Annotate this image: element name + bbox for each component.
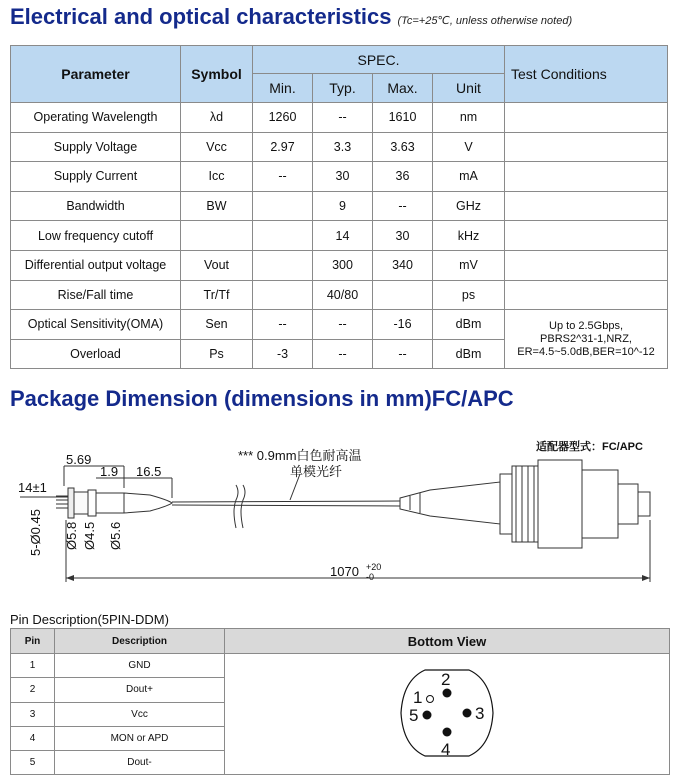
table-row [11,250,668,280]
pin-3-label: 3 [475,703,485,723]
cell-parameter: Differential output voltage [11,250,181,280]
cell-parameter: Supply Current [11,162,181,192]
condition-line: PBRS2^31-1,NRZ, [540,332,632,345]
pin-1-label: 1 [413,687,423,707]
pin-2-label: 2 [441,669,451,689]
dim-14: 14±1 [18,480,47,495]
table-row [11,191,668,221]
fiber-note-line-2: 单模光纤 [290,464,343,479]
cell-min: 1260 [253,103,313,133]
cell-parameter: Operating Wavelength [11,103,181,133]
cell-symbol: Vcc [181,132,253,162]
cell-unit: V [433,132,505,162]
pin-description-label: Pin Description [10,612,98,627]
cell-unit: nm [433,103,505,133]
cell-min: -- [253,162,313,192]
pin-3-marker [463,708,472,717]
cell-max: 1610 [373,103,433,133]
cell-max: -16 [373,310,433,340]
cell-pin: 4 [11,726,55,750]
cell-parameter: Supply Voltage [11,132,181,162]
cell-unit: GHz [433,191,505,221]
cell-min [253,221,313,251]
pin-table [10,628,670,775]
dim-tolerance-minus: -0 [366,572,375,582]
cell-conditions [505,103,668,133]
cell-conditions-merged [505,310,668,369]
header-bottom-view: Bottom View [225,629,670,654]
header-max: Max. [373,74,433,103]
cell-symbol: λd [181,103,253,133]
cell-max: 30 [373,221,433,251]
cell-typ: 40/80 [313,280,373,310]
cell-min: 2.97 [253,132,313,162]
table-row [11,103,668,133]
cell-unit: kHz [433,221,505,251]
pin-5-marker [423,710,432,719]
cell-symbol: Icc [181,162,253,192]
table-row [11,221,668,251]
cell-max [373,280,433,310]
cell-parameter: Rise/Fall time [11,280,181,310]
header-test-conditions: Test Conditions [505,46,668,103]
cell-typ: -- [313,339,373,369]
cell-min [253,280,313,310]
dim-d4-5: Ø4.5 [82,521,97,550]
dim-5-69: 5.69 [66,452,92,467]
cell-typ: 9 [313,191,373,221]
cell-min [253,250,313,280]
cell-min [253,191,313,221]
dim-pins-diameter: 5-Ø0.45 [28,509,43,556]
header-spec: SPEC. [253,46,505,74]
header-parameter: Parameter [11,46,181,103]
cell-symbol [181,221,253,251]
fiber-note-line-1: *** 0.9mm白色耐高温 [238,448,362,463]
cell-symbol: Ps [181,339,253,369]
header-symbol: Symbol [181,46,253,103]
package-dimension-drawing [0,430,678,610]
connector-type-label: 适配器型式：FC/APC [536,441,643,453]
spec-table [10,45,668,369]
cell-pin: 3 [11,702,55,726]
cell-unit: dBm [433,339,505,369]
section-title-note: (Tc=+25℃, unless otherwise noted) [397,15,573,27]
cell-description: Dout+ [55,678,225,702]
cell-parameter: Bandwidth [11,191,181,221]
table-row [11,310,668,340]
dim-tolerance-plus: +20 [366,562,382,572]
header-unit: Unit [433,74,505,103]
cell-typ: 3.3 [313,132,373,162]
cell-typ: 30 [313,162,373,192]
cell-max: 3.63 [373,132,433,162]
pin-5-label: 5 [409,705,419,725]
cell-typ: -- [313,103,373,133]
table-row [11,162,668,192]
section-title-package: Package Dimension (dimensions in mm)FC/APC [10,386,514,411]
cell-max: 340 [373,250,433,280]
cell-description: MON or APD [55,726,225,750]
cell-symbol: Vout [181,250,253,280]
cell-unit: mV [433,250,505,280]
cell-typ: -- [313,310,373,340]
cell-conditions [505,162,668,192]
cell-pin: 2 [11,678,55,702]
cell-unit: mA [433,162,505,192]
bottom-view-cell [225,654,670,775]
cell-typ: 300 [313,250,373,280]
cell-conditions [505,250,668,280]
cell-conditions [505,221,668,251]
dim-16-5: 16.5 [136,464,162,479]
cell-typ: 14 [313,221,373,251]
header-description: Description [55,629,225,654]
cell-conditions [505,132,668,162]
pin-description-title [10,612,169,627]
header-min: Min. [253,74,313,103]
condition-line: Up to 2.5Gbps, [549,319,624,332]
cell-description: GND [55,654,225,678]
cell-conditions [505,280,668,310]
cell-description: Vcc [55,702,225,726]
table-row [11,654,670,678]
cell-max: -- [373,191,433,221]
section-title-text: Electrical and optical characteristics [10,4,392,29]
dim-1-9: 1.9 [100,464,119,479]
pin-2-marker [443,688,452,697]
header-typ: Typ. [313,74,373,103]
cell-symbol: BW [181,191,253,221]
cell-parameter: Overload [11,339,181,369]
condition-line: ER=4.5~5.0dB,BER=10^-12 [517,345,655,358]
dim-d5-6: Ø5.6 [108,521,123,550]
bottom-view-diagram [387,658,507,768]
cell-max: -- [373,339,433,369]
dim-length: 1070 [330,564,359,579]
cell-min: -- [253,310,313,340]
cell-pin: 1 [11,654,55,678]
pin-description-subtitle: (5PIN-DDM) [97,612,169,627]
section-title-electrical [10,4,572,30]
table-row [11,132,668,162]
pin-1-marker [427,695,434,702]
cell-parameter: Optical Sensitivity(OMA) [11,310,181,340]
pin-4-label: 4 [441,739,451,759]
table-row [11,280,668,310]
cell-conditions [505,191,668,221]
pin-4-marker [443,727,452,736]
dim-d5-8: Ø5.8 [64,521,79,550]
cell-description: Dout- [55,751,225,775]
header-pin: Pin [11,629,55,654]
cell-pin: 5 [11,751,55,775]
cell-max: 36 [373,162,433,192]
cell-symbol: Tr/Tf [181,280,253,310]
cell-unit: ps [433,280,505,310]
cell-min: -3 [253,339,313,369]
cell-parameter: Low frequency cutoff [11,221,181,251]
cell-symbol: Sen [181,310,253,340]
cell-unit: dBm [433,310,505,340]
